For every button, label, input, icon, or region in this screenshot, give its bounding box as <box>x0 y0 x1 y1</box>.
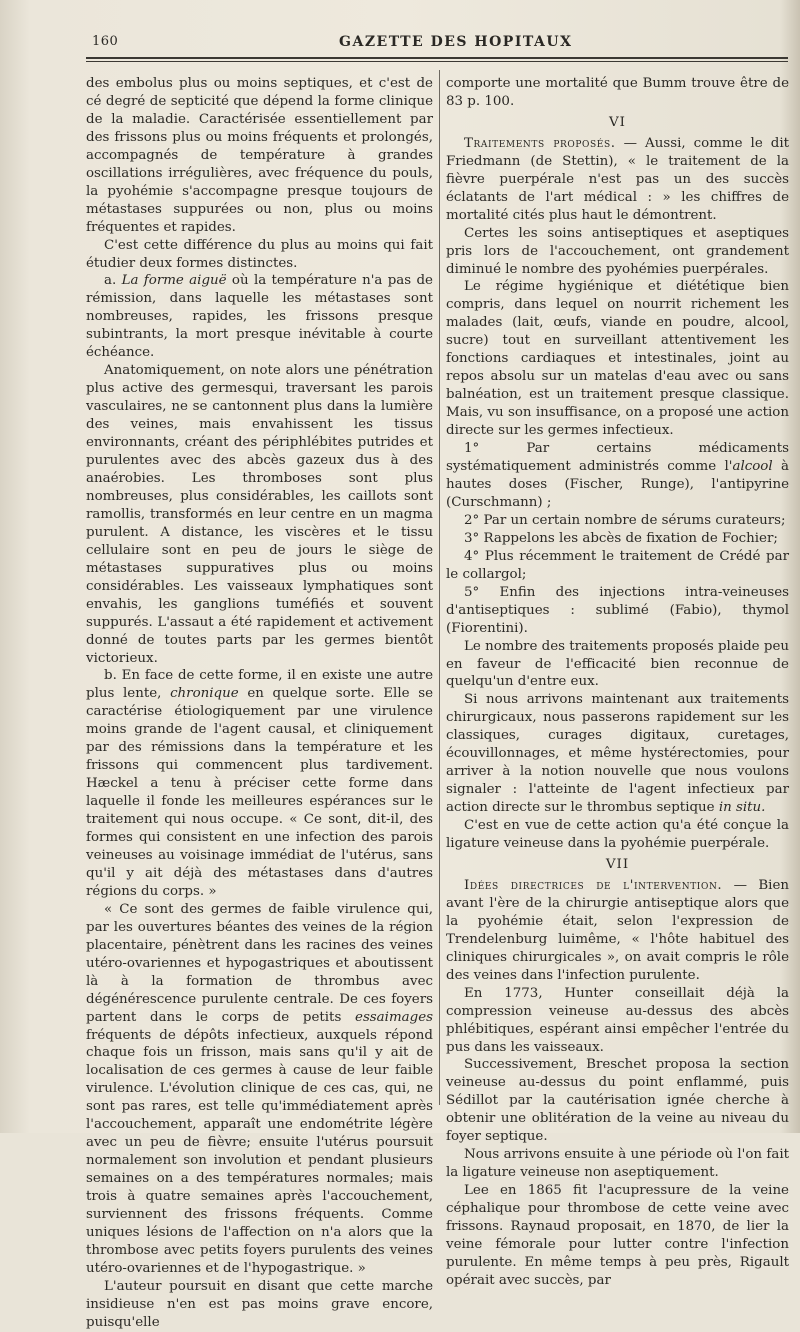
paragraph: C'est en vue de cette action qu'a été conçue la ligature veineuse dans la pyohémie puerpérale. <box>446 818 789 852</box>
emphasis: in situ. <box>718 800 766 816</box>
list-item: 3° Rappelons les abcès de fixation de Fochier; <box>464 530 778 546</box>
paragraph-text: en quelque sorte. Elle se caractérise étiologiquement par une virulence moins grande de l'agent causal, et cliniquement par des rémissions dans la température et les frissons qui commencent plus tardivement. Hæckel a tenu à préciser cette forme dans laquelle il fonde les meilleures espérances sur le traitement qui nous occupe. « Ce sont, dit-il, des formes qui consistent en une infection des parois veineuses au voisinage immédiat de l'utérus, sans qu'il y ait déjà des métastases dans d'autres régions du corps. » <box>86 686 433 899</box>
paragraph: Successivement, Breschet proposa la section veineuse au-dessus du point enflammé, puis Sédillot par la cautérisation ignée cherche à obtenir une oblitération de la veine au niveau du foyer septique. <box>446 1057 789 1145</box>
emphasis: La forme aiguë <box>121 273 227 289</box>
list-item: 5° Enfin des injections intra-veineuses d'antiseptiques : sublimé (Fabio), thymol (Fiorentini). <box>446 584 789 636</box>
list-item: 4° Plus récemment le traitement de Crédé par le collargol; <box>446 548 789 582</box>
section-heading: VI <box>609 114 626 130</box>
paragraph <box>86 901 433 1278</box>
paragraph: En 1773, Hunter conseillait déjà la compression veineuse au-dessus des abcès phlébitiques, espérant ainsi empêcher l'entrée du pus dans les vaisseaux. <box>446 985 789 1055</box>
paragraph-text: où la température n'a pas de rémission, dans laquelle les métastases sont nombreuses, rapides, les frissons presque subintrants, la mort presque inévitable à courte échéance. <box>86 273 433 361</box>
paragraph: comporte une mortalité que Bumm trouve être de 83 p. 100. <box>446 76 789 109</box>
page-number: 160 <box>92 34 119 49</box>
list-item: 2° Par un certain nombre de sérums curateurs; <box>464 512 786 528</box>
paragraph: Le nombre des traitements proposés plaide peu en faveur de l'efficacité bien reconnue de quelqu'un d'entre eux. <box>446 638 789 690</box>
paragraph-text: En face de cette forme, il en existe une autre plus lente, <box>86 668 433 702</box>
paragraph <box>86 667 433 900</box>
paragraph <box>446 135 789 225</box>
section-lead: Traitements proposés. <box>464 135 616 151</box>
list-label: b. <box>104 668 117 684</box>
paragraph: Nous arrivons ensuite à une période où l'on fait la ligature veineuse non aseptiquement. <box>446 1147 789 1181</box>
running-title: GAZETTE DES HOPITAUX <box>339 34 573 50</box>
paragraph: Lee en 1865 fit l'acupressure de la veine céphalique pour thrombose de cette veine avec frissons. Raynaud proposait, en 1870, de lier la veine fémorale pour lutter contre l'infection purulente. En même temps à peu près, Rigault opérait avec succès, par <box>446 1183 789 1288</box>
paragraph-text: « Ce sont des germes de faible virulence qui, par les ouvertures béantes des veines de la région placentaire, pénètrent dans les racines des veines utéro-ovariennes et hypogastriques et aboutissent là à la formation de thrombus avec dégénérescence purulente centrale. De ces foyers partent dans le corps de petits <box>86 901 433 1025</box>
paragraph-text: à hautes doses (Fischer, Runge), l'antipyrine (Curschmann) ; <box>446 459 789 510</box>
paragraph: Le régime hygiénique et diététique bien compris, dans lequel on nourrit richement les malades (lait, œufs, viande en poudre, alcool, sucre) tout en surveillant attentivement les fonctions cardiaques et intestinales, joint au repos absolu sur un matelas d'eau avec ou sans balnéation, est un traitement presque classique. Mais, vu son insuffisance, on a proposé une action directe sur les germes infectieux. <box>446 279 789 439</box>
paragraph-text: — Aussi, comme le dit Friedmann (de Stettin), « le traitement de la fièvre puerpérale n'est pas un des succès éclatants de l'art médical : » les chiffres de mortalité cités plus haut le démontrent. <box>446 135 789 223</box>
paragraph: L'auteur poursuit en disant que cette marche insidieuse n'en est pas moins grave encore, puisqu'elle <box>86 1278 433 1330</box>
list-label: a. <box>104 273 117 289</box>
paragraph <box>86 272 433 362</box>
paragraph <box>446 691 789 817</box>
emphasis: alcool <box>732 459 773 475</box>
list-item <box>446 440 789 512</box>
emphasis: essaimages <box>355 1009 433 1025</box>
header-rule-thin <box>86 61 788 62</box>
paragraph: Anatomiquement, on note alors une pénétration plus active des germesqui, traversant les parois vasculaires, ne se cantonnent plus dans la lumière des veines, mais envahissent les tissus environnants, créant des périphlébites putrides et purulentes avec des abcès gazeux dus à des anaérobies. Les thromboses sont plus nombreuses, plus considérables, les caillots sont ramollis, transformés en leur centre en un magma purulent. A distance, les viscères et le tissu cellulaire sont en peu de jours le siège de métastases suppuratives plus ou moins considérables. Les vaisseaux lymphatiques sont envahis, les ganglions tuméfiés et souvent suppurés. L'assaut a été rapidement et activement donné de toutes parts par les germes bientôt victorieux. <box>86 363 433 666</box>
paragraph: des embolus plus ou moins septiques, et c'est de cé degré de septicité que dépend la forme clinique de la maladie. Caractérisée essentiellement par des frissons plus ou moins fréquents et prolongés, accompagnés de température à grandes oscillations irrégulières, avec fréquence du pouls, la pyohémie s'accompagne presque toujours de métastases suppurées ou non, plus ou moins fréquentes et rapides. <box>86 76 433 235</box>
paragraph-text: 1° Par certains médicaments systématiquement administrés comme l' <box>446 441 789 475</box>
column-divider <box>439 70 440 1105</box>
paragraph-text: fréquents de dépôts infectieux, auxquels répond chaque fois un frisson, mais sans qu'il y ait de localisation de ces germes à cause de leur faible virulence. L'évolution clinique de ces cas, qui, ne sont pas rares, est telle qu'immédiatement après l'accouchement, apparaît une endométrite légère avec un peu de fièvre; ensuite l'utérus poursuit normalement son involution et pendant plusieurs semaines on a des températures normales; mais trois à quatre semaines après l'accouchement, surviennent des frissons fréquents. Comme uniques lésions de l'affection on n'a alors que la thrombose avec petits foyers purulents des veines utéro-ovariennes et de l'hypogastrique. » <box>86 1027 433 1276</box>
paragraph <box>446 877 789 985</box>
emphasis: chronique <box>170 686 239 702</box>
paragraph-text: Si nous arrivons maintenant aux traitements chirurgicaux, nous passerons rapidement sur les classiques, curages digitaux, curetages, écouvillonnages, et même hystérectomies, pour arriver à la notion nouvelle que nous voulons signaler : l'atteinte de l'agent infectieux par action directe sur le thrombus septique <box>446 692 789 816</box>
paragraph: C'est cette différence du plus au moins qui fait étudier deux formes distinctes. <box>86 237 433 271</box>
header-rule-thick <box>86 57 788 59</box>
section-heading: VII <box>605 856 630 872</box>
left-column <box>86 75 433 1332</box>
paragraph: Certes les soins antiseptiques et aseptiques pris lors de l'accouchement, ont grandement diminué le nombre des pyohémies puerpérales. <box>446 225 789 277</box>
section-lead: Idées directrices de l'intervention. <box>464 877 723 893</box>
right-column <box>446 75 789 1290</box>
paragraph-text: — Bien avant l'ère de la chirurgie antiseptique alors que la pyohémie était, selon l'expression de Trendelenburg luimême, « l'hôte habituel des cliniques chirurgicales », on avait compris le rôle des veines dans l'infection purulente. <box>446 877 790 983</box>
